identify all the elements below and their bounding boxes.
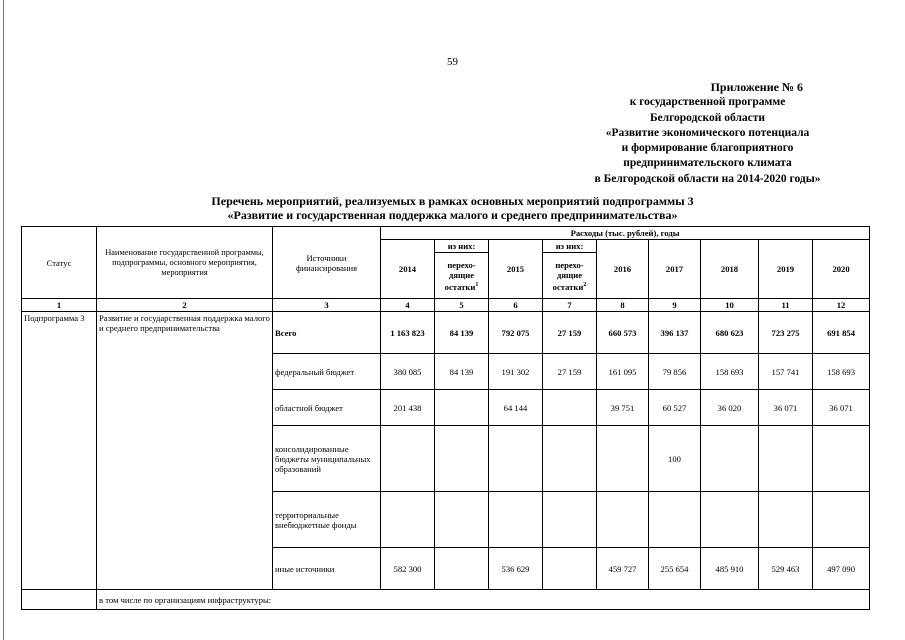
expenses-table: [21, 226, 870, 610]
col-number: 11: [759, 299, 813, 312]
value-cell: 84 139: [435, 354, 489, 390]
value-cell: 792 075: [489, 312, 543, 354]
value-cell: [489, 426, 543, 492]
value-cell: 27 159: [543, 354, 597, 390]
value-cell: [701, 426, 759, 492]
value-cell: 536 629: [489, 548, 543, 590]
value-cell: [381, 492, 435, 548]
header-iz-nih: из них:: [543, 240, 597, 253]
value-cell: [435, 548, 489, 590]
value-cell: 39 751: [597, 390, 649, 426]
value-cell: 27 159: [543, 312, 597, 354]
table-row: [22, 590, 870, 610]
header-expenses: Расходы (тыс. рублей), годы: [381, 227, 870, 240]
header-status: Статус: [22, 227, 97, 299]
program-name-cell: Развитие и государственная поддержка малого и среднего предпринимательства: [97, 312, 273, 590]
header-year: 2016: [597, 240, 649, 299]
value-cell: 529 463: [759, 548, 813, 590]
col-number: 1: [22, 299, 97, 312]
source-cell: иные источники: [273, 548, 381, 590]
title-line: Перечень мероприятий, реализуемых в рамках основных мероприятий подпрограммы 3: [211, 194, 694, 208]
header-sources: Источники финансирования: [273, 227, 381, 299]
header-iz-nih: из них:: [435, 240, 489, 253]
header-year: 2020: [813, 240, 870, 299]
value-cell: [813, 426, 870, 492]
value-cell: [701, 492, 759, 548]
header-name: Наименование государственной программы, подпрограммы, основного мероприятия, мероприятия: [97, 227, 273, 299]
value-cell: [435, 390, 489, 426]
header-year: 2015: [489, 240, 543, 299]
source-cell: территориальные внебюджетные фонды: [273, 492, 381, 548]
source-cell: областной бюджет: [273, 390, 381, 426]
appendix-line: «Развитие экономического потенциала: [605, 126, 810, 139]
value-cell: [597, 426, 649, 492]
footnote-mark: 1: [475, 281, 479, 288]
value-cell: 691 854: [813, 312, 870, 354]
table-row: [22, 312, 870, 354]
value-cell: 157 741: [759, 354, 813, 390]
value-cell: 36 071: [813, 390, 870, 426]
value-cell: [649, 492, 701, 548]
value-cell: 497 090: [813, 548, 870, 590]
value-cell: 79 856: [649, 354, 701, 390]
page-number: 59: [447, 56, 458, 68]
empty-status-cell: [22, 590, 97, 610]
value-cell: [543, 492, 597, 548]
value-cell: 255 654: [649, 548, 701, 590]
carry-over-label: перехо-дящие остатки: [552, 259, 584, 292]
col-number: 10: [701, 299, 759, 312]
col-number: 2: [97, 299, 273, 312]
value-cell: 1 163 823: [381, 312, 435, 354]
value-cell: [543, 548, 597, 590]
value-cell: 396 137: [649, 312, 701, 354]
value-cell: 582 300: [381, 548, 435, 590]
header-year: 2019: [759, 240, 813, 299]
value-cell: [489, 492, 543, 548]
title-line: «Развитие и государственная поддержка малого и среднего предпринимательства»: [227, 208, 678, 222]
source-cell: федеральный бюджет: [273, 354, 381, 390]
value-cell: 201 438: [381, 390, 435, 426]
value-cell: [813, 492, 870, 548]
value-cell: 158 693: [701, 354, 759, 390]
value-cell: 485 910: [701, 548, 759, 590]
col-number: 7: [543, 299, 597, 312]
scan-edge-line: [3, 0, 4, 640]
appendix-line: и формирование благоприятного: [621, 142, 794, 155]
value-cell: [435, 492, 489, 548]
value-cell: 36 071: [759, 390, 813, 426]
value-cell: 84 139: [435, 312, 489, 354]
carry-over-label: перехо-дящие остатки: [444, 259, 476, 292]
footer-note-cell: в том числе по организациям инфраструктуры:: [97, 590, 870, 610]
source-cell: консолидированные бюджеты муниципальных образований: [273, 426, 381, 492]
value-cell: 191 302: [489, 354, 543, 390]
value-cell: 459 727: [597, 548, 649, 590]
value-cell: 158 693: [813, 354, 870, 390]
status-cell: Подпрограмма 3: [22, 312, 97, 590]
header-year: 2014: [381, 240, 435, 299]
value-cell: 660 573: [597, 312, 649, 354]
col-number: 6: [489, 299, 543, 312]
header-carry-over: [543, 253, 597, 299]
value-cell: 60 527: [649, 390, 701, 426]
value-cell: 100: [649, 426, 701, 492]
value-cell: [759, 426, 813, 492]
source-cell: Всего: [273, 312, 381, 354]
appendix-line: Белгородской области: [649, 111, 766, 124]
value-cell: [543, 390, 597, 426]
value-cell: 36 020: [701, 390, 759, 426]
value-cell: [381, 426, 435, 492]
appendix-header: [520, 80, 895, 187]
header-year: 2018: [701, 240, 759, 299]
value-cell: 380 085: [381, 354, 435, 390]
header-year: 2017: [649, 240, 701, 299]
value-cell: 723 275: [759, 312, 813, 354]
document-title: [0, 194, 905, 222]
col-number: 5: [435, 299, 489, 312]
value-cell: [543, 426, 597, 492]
value-cell: [759, 492, 813, 548]
value-cell: [597, 492, 649, 548]
header-carry-over: [435, 253, 489, 299]
footnote-mark: 2: [583, 281, 587, 288]
col-number: 9: [649, 299, 701, 312]
value-cell: 161 095: [597, 354, 649, 390]
appendix-line: к государственной программе: [629, 96, 786, 109]
column-numbers-row: [22, 299, 870, 312]
value-cell: 64 144: [489, 390, 543, 426]
value-cell: [435, 426, 489, 492]
col-number: 8: [597, 299, 649, 312]
col-number: 3: [273, 299, 381, 312]
appendix-line: Приложение № 6: [710, 80, 803, 94]
col-number: 12: [813, 299, 870, 312]
col-number: 4: [381, 299, 435, 312]
appendix-line: предпринимательского климата: [623, 157, 792, 170]
value-cell: 680 623: [701, 312, 759, 354]
appendix-line: в Белгородской области на 2014-2020 годы»: [594, 172, 821, 185]
